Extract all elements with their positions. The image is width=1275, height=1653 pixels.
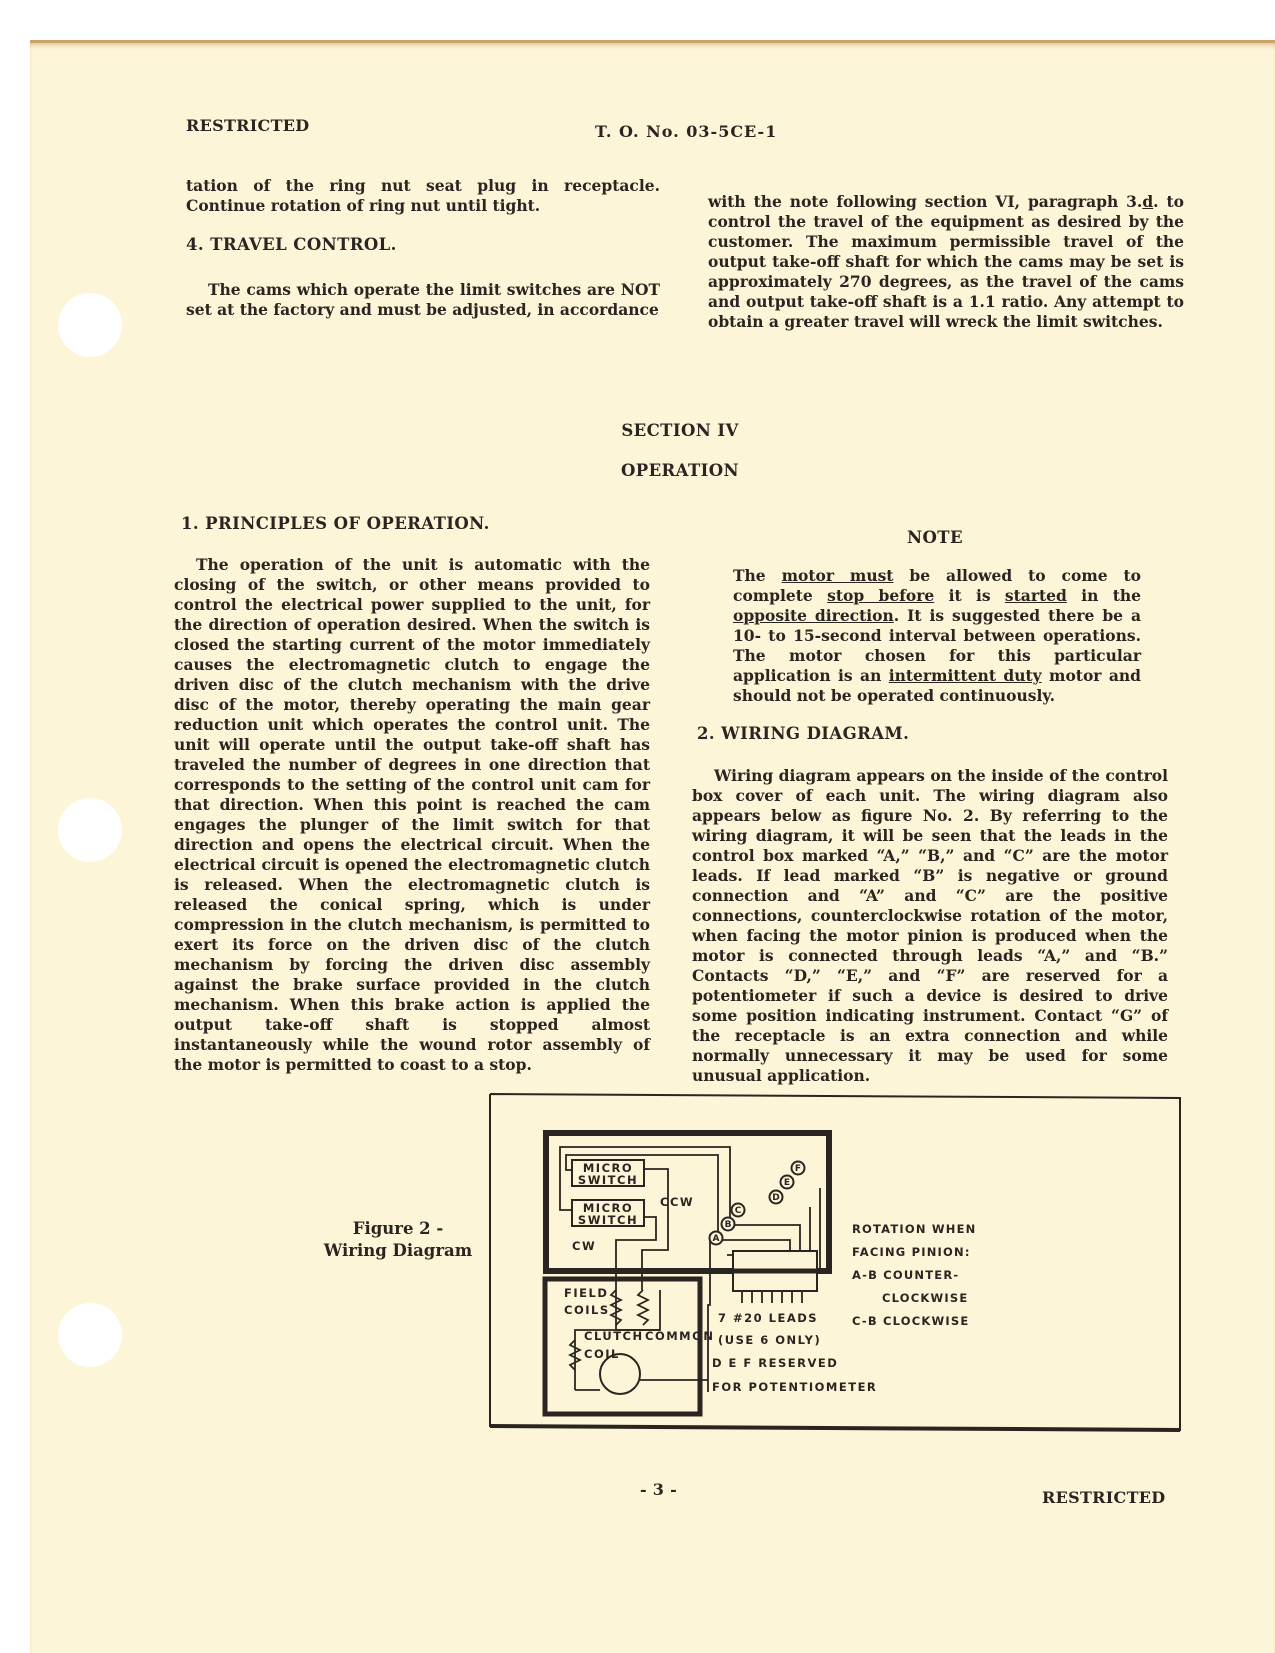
label-field-coils: FIELD bbox=[564, 1286, 609, 1300]
contact-label: E bbox=[783, 1178, 791, 1188]
emphasis: motor must bbox=[781, 566, 894, 585]
legend-cb: C-B CLOCKWISE bbox=[852, 1314, 970, 1328]
page-number: - 3 - bbox=[640, 1480, 678, 1499]
label: SWITCH bbox=[577, 1173, 639, 1187]
wiring-diagram-heading: 2. WIRING DIAGRAM. bbox=[697, 724, 910, 743]
contact-label: A bbox=[712, 1234, 720, 1244]
text-segment: motor and should not be operated continuously. bbox=[733, 666, 1141, 705]
field-coil-resistor bbox=[638, 1290, 648, 1325]
label-field-coils: COILS bbox=[564, 1303, 610, 1317]
contact-label: D bbox=[772, 1193, 780, 1203]
travel-control-paragraph-right bbox=[708, 192, 1184, 332]
contact-label: C bbox=[734, 1206, 742, 1216]
wiring-diagram-paragraph: Wiring diagram appears on the inside of the control box cover of each unit. The wiring diagram also appears below as figure No. 2. By referring to the wiring diagram, it will be seen that the leads in the control box marked “A,” “B,” and “C” are the motor leads. If lead marked “B” is negative or ground connection and “A” and “C” are the positive connections, counterclockwise rotation of the motor, when facing the motor pinion is produced when the motor is connected through leads “A,” and “B.” Contacts “D,” “E,” and “F” are reserved for a potentiometer if such a device is desired to drive some position indicating instrument. Contact “G” of the receptacle is an extra connection and while normally unnecessary it may be used for some unusual application. bbox=[692, 766, 1168, 1085]
rotation-legend bbox=[852, 1218, 977, 1333]
label-leads: FOR POTENTIOMETER bbox=[712, 1380, 878, 1394]
principles-paragraph: The operation of the unit is automatic with the closing of the switch, or other means provided to control the electrical power supplied to the unit, for the direction of operation desired. When the switch is closed the starting current of the motor immediately causes the electromagnetic clutch to engage the driven disc of the clutch mechanism with the drive disc of the motor, thereby operating the main gear reduction unit which operates the control unit. The unit will operate until the output take-off shaft has traveled the number of degrees in one direction that corresponds to the setting of the control unit cam for that direction. When this point is reached the cam engages the plunger of the limit switch for that direction and opens the electrical circuit. When the electrical circuit is opened the electromagnetic clutch is released. When the electromagnetic clutch is released the conical spring, which is under compression in the clutch mechanism, is permitted to exert its force on the driven disc of the clutch mechanism by forcing the driven disc assembly against the brake surface provided in the clutch mechanism. When this brake action is applied the output take-off shaft is stopped almost instantaneously while the wound rotor assembly of the motor is permitted to coast to a stop. bbox=[174, 555, 650, 1074]
section-number: SECTION IV bbox=[621, 421, 739, 440]
note-paragraph bbox=[733, 566, 1141, 706]
section-title: OPERATION bbox=[620, 461, 740, 480]
emphasis: started bbox=[1004, 586, 1067, 605]
label-leads: 7 #20 LEADS bbox=[718, 1311, 819, 1325]
contact-label: B bbox=[724, 1220, 732, 1230]
text-segment: with the note following section VI, paragraph 3. bbox=[708, 192, 1143, 211]
figure-caption bbox=[318, 1218, 478, 1262]
note-title: NOTE bbox=[907, 528, 963, 547]
figure-number: Figure 2 - bbox=[352, 1219, 444, 1238]
header-doc-number: T. O. No. 03-5CE-1 bbox=[595, 122, 778, 141]
continuation-paragraph: tation of the ring nut seat plug in receptacle. Continue rotation of ring nut until tight. bbox=[186, 176, 660, 215]
travel-control-heading: 4. TRAVEL CONTROL. bbox=[186, 235, 397, 254]
label-ccw: CCW bbox=[660, 1195, 695, 1209]
legend-ab: A-B COUNTER- bbox=[852, 1268, 960, 1282]
figure-title: Wiring Diagram bbox=[323, 1241, 473, 1260]
legend-ab: CLOCKWISE bbox=[882, 1291, 969, 1305]
label: MICRO bbox=[582, 1161, 634, 1175]
text-segment: . to control the travel of the equipment as desired by the customer. The maximum permissible travel of the output take-off shaft for which the cams may be set is approximately 270 degrees, as the travel of the cams and output take-off shaft is a 1.1 ratio. Any attempt to obtain a greater travel will wreck the limit switches. bbox=[708, 192, 1184, 331]
paragraph-reference: d bbox=[1142, 192, 1154, 211]
wiring-diagram-figure bbox=[480, 1090, 1200, 1440]
legend-title: FACING PINION: bbox=[852, 1245, 971, 1259]
label-leads: D E F RESERVED bbox=[712, 1356, 839, 1370]
emphasis: opposite direction bbox=[733, 606, 894, 625]
text-segment: it is bbox=[934, 586, 1005, 605]
text-segment: be allowed to come to complete bbox=[733, 566, 1142, 605]
text-segment: The bbox=[733, 566, 782, 585]
travel-control-paragraph-left: The cams which operate the limit switches are NOT set at the factory and must be adjusted, in accordance bbox=[186, 280, 660, 319]
punch-hole bbox=[58, 798, 122, 862]
emphasis: stop before bbox=[827, 586, 935, 605]
footer-classification: RESTRICTED bbox=[1042, 1488, 1166, 1507]
label: SWITCH bbox=[577, 1213, 639, 1227]
label-cw: CW bbox=[572, 1239, 597, 1253]
contact-label: F bbox=[794, 1164, 802, 1174]
text-segment: . It is suggested there be a 10- to 15-second interval between operations. The motor chosen for this particular application is an bbox=[733, 606, 1142, 685]
legend-title: ROTATION WHEN bbox=[852, 1222, 977, 1236]
label: MICRO bbox=[582, 1201, 634, 1215]
punch-hole bbox=[58, 293, 122, 357]
principles-heading: 1. PRINCIPLES OF OPERATION. bbox=[181, 514, 490, 533]
header-classification: RESTRICTED bbox=[186, 116, 310, 135]
text-segment: in the bbox=[1066, 586, 1141, 605]
punch-hole bbox=[58, 1303, 122, 1367]
label-leads: (USE 6 ONLY) bbox=[718, 1333, 822, 1347]
emphasis: intermittent duty bbox=[888, 666, 1042, 685]
label-clutch-coil: COIL bbox=[584, 1347, 620, 1361]
label-common: COMMON bbox=[645, 1329, 715, 1343]
label-clutch-coil: CLUTCH bbox=[584, 1329, 644, 1343]
